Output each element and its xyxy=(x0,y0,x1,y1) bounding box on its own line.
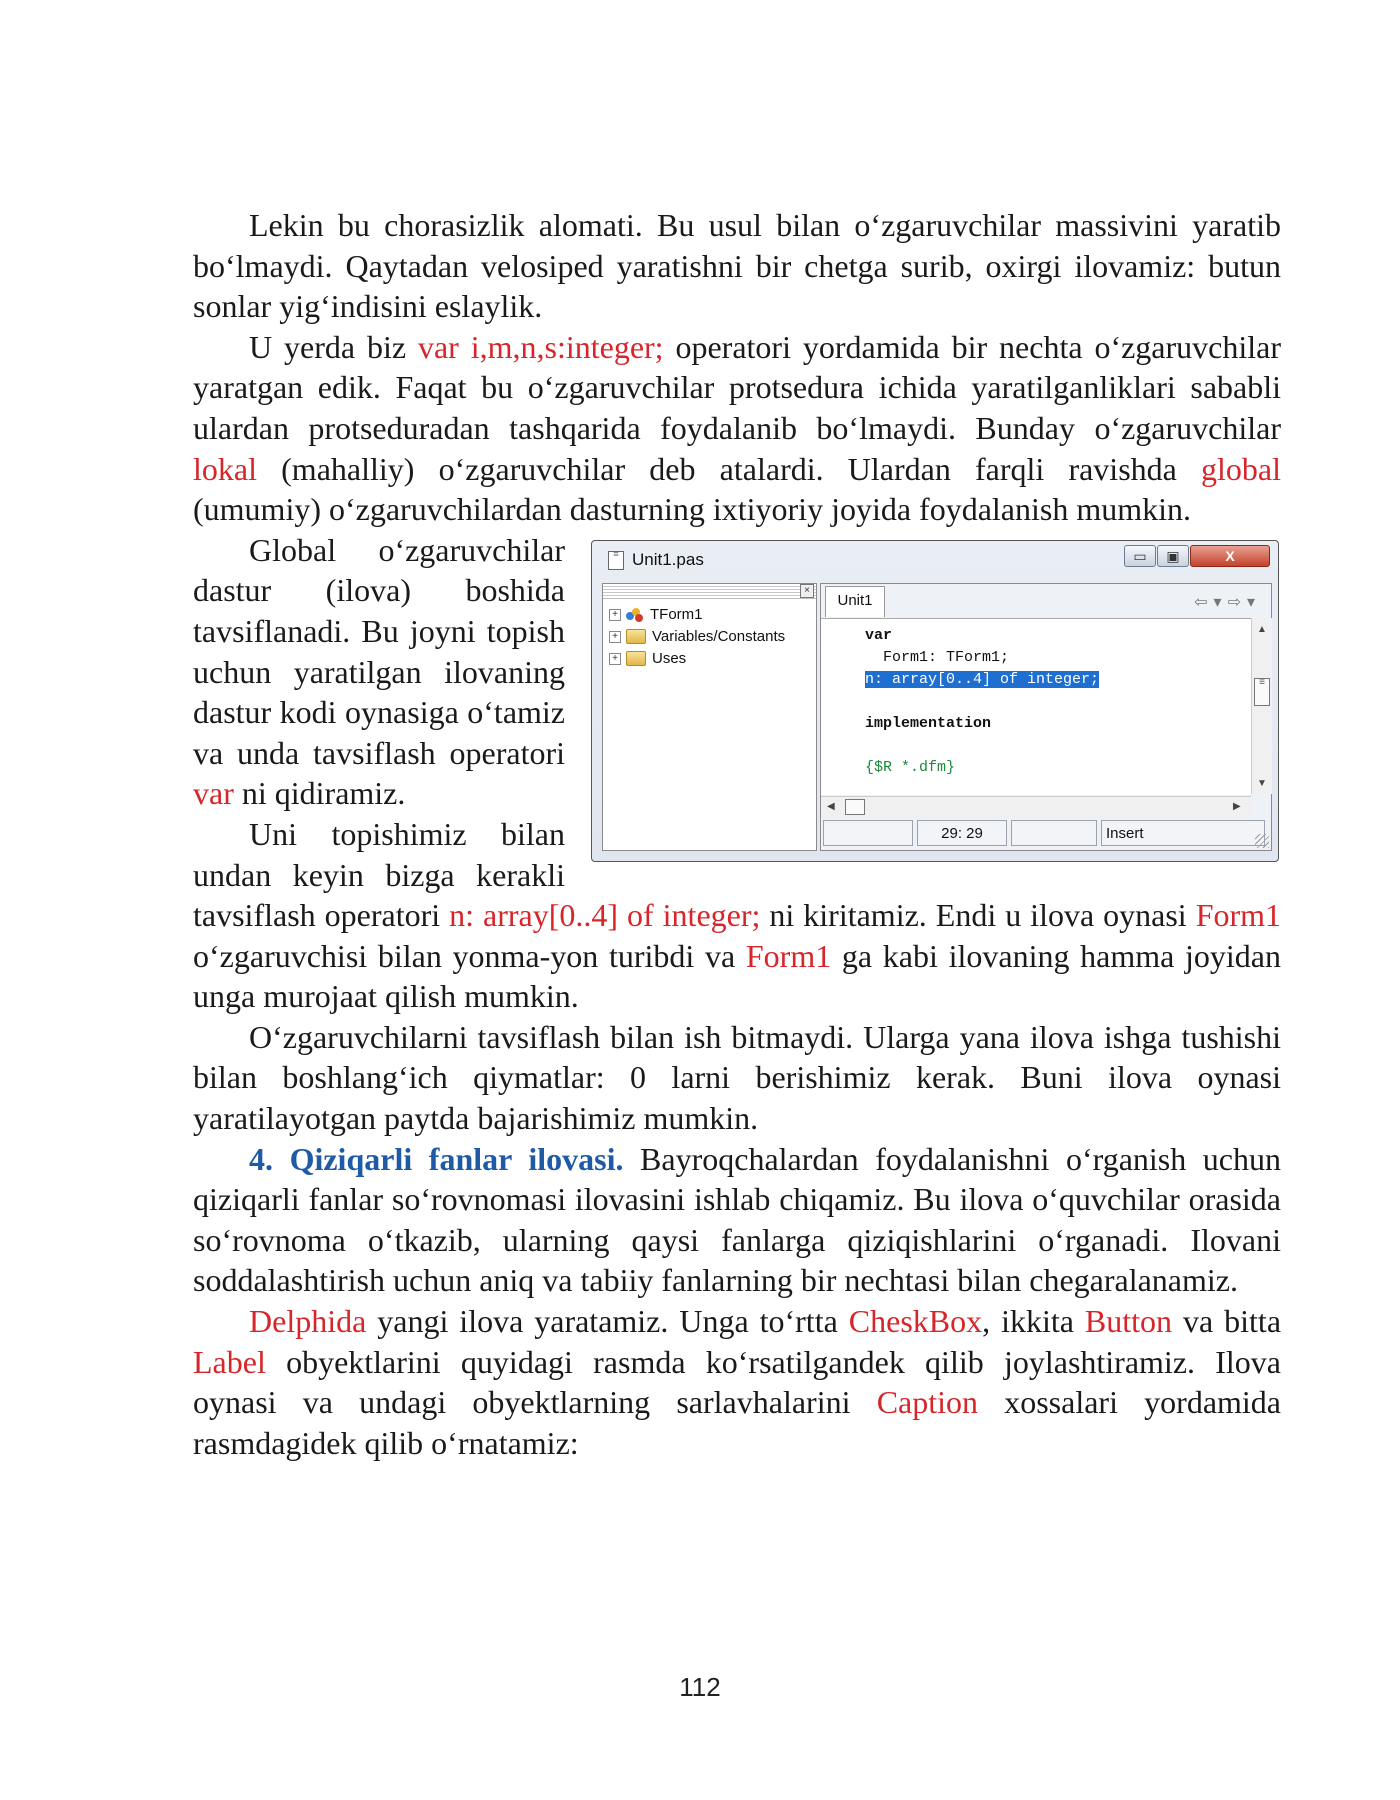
scroll-thumb[interactable] xyxy=(845,799,865,815)
scroll-up-icon[interactable]: ▲ xyxy=(1257,623,1267,635)
term-button: Button xyxy=(1084,1303,1173,1340)
code-line: implementation xyxy=(865,714,992,732)
text: U yerda biz xyxy=(249,328,418,365)
text: obyektlarini quyidagi rasmda ko‘rsatilgandek qilib joylashtiramiz. Ilova oynasi va undagi obyektlarning sarlavhalarini xyxy=(193,1343,1281,1421)
paragraph-1: Lekin bu chorasizlik alomati. Bu usul bilan o‘zgaruvchilar massivini yaratib bo‘lmaydi. Qaytadan velosiped yaratishni bir chetga surib, oxirgi ilovamiz: butun sonlar yig‘indisini eslaylik. xyxy=(193,207,1281,325)
tree-item-variables[interactable] xyxy=(609,626,785,648)
term-caption: Caption xyxy=(876,1384,979,1421)
code-var-declaration: var i,m,n,s:integer; xyxy=(417,328,664,365)
file-icon: ≡ xyxy=(608,551,624,570)
code-array-declaration: n: array[0..4] of integer; xyxy=(449,897,761,934)
tree-item-label: Uses xyxy=(652,650,687,668)
term-global: global xyxy=(1201,450,1281,487)
term-delphi: Delphida xyxy=(249,1303,367,1340)
code-explorer-pane xyxy=(602,583,817,851)
text: (mahalliy) o‘zgaruvchilar deb atalardi. Ulardan farqli ravishda xyxy=(256,450,1202,487)
resize-grip-icon[interactable] xyxy=(1255,834,1269,848)
text: Bayroqchalardan foydalanishni o‘rganish uchun qiziqarli fanlar so‘rovnomasi ilovasini ishlab chiqamiz. Bu ilova o‘quvchilar orasida so‘rovnoma o‘tkazib, ularning qaysi fanlarga qiziqishlarini o‘rganadi. Ilovani soddalashtirish uchun aniq va tabiiy fanlarning bir nechtasi bilan chegaralanamiz. xyxy=(193,1140,1282,1299)
cursor-position: 29: 29 xyxy=(917,820,1007,846)
term-var: var xyxy=(193,775,234,812)
editor-gutter xyxy=(821,618,862,795)
expand-icon[interactable]: + xyxy=(609,653,621,665)
scroll-right-icon[interactable]: ▶ xyxy=(1233,800,1241,812)
scroll-left-icon[interactable]: ◀ xyxy=(827,800,835,812)
status-bar xyxy=(821,820,1271,848)
selected-text: n: array[0..4] of integer; xyxy=(865,670,1100,688)
code-line-comment: {$R *.dfm} xyxy=(865,758,956,776)
code-editor[interactable] xyxy=(861,618,1251,795)
tree-item-label: Variables/Constants xyxy=(652,628,786,646)
section-heading: 4. Qiziqarli fanlar ilovasi. xyxy=(249,1140,624,1177)
close-button[interactable]: X xyxy=(1190,545,1270,567)
figure-section xyxy=(193,530,1281,1017)
delphi-editor-figure xyxy=(591,540,1281,864)
window-titlebar xyxy=(592,541,1278,579)
code-line-selected xyxy=(865,671,1099,688)
text: yangi ilova yaratamiz. Unga to‘rtta xyxy=(366,1303,849,1340)
text: Global o‘zgaruvchilar dastur (ilova) boshida tavsiflanadi. Bu joyni topish uchun yaratilgan ilovaning dastur kodi oynasiga o‘tamiz va unda tavsiflash operatori xyxy=(193,531,565,771)
status-cell xyxy=(823,820,913,846)
status-cell xyxy=(1011,820,1097,846)
text: ga kabi ilovaning hamma joyidan unga murojaat qilish mumkin. xyxy=(193,937,1282,1015)
term-form1: Form1 xyxy=(1195,897,1282,934)
maximize-button[interactable]: ▣ xyxy=(1157,545,1189,567)
page-number: 112 xyxy=(679,1672,721,1702)
horizontal-scrollbar[interactable] xyxy=(821,796,1251,817)
page-content xyxy=(193,205,1281,1463)
text: ni kiritamiz. Endi u ilova oynasi xyxy=(760,897,1196,934)
form-class-icon xyxy=(626,608,644,622)
pane-close-icon[interactable]: × xyxy=(800,584,814,598)
paragraph-2 xyxy=(193,327,1281,530)
term-checkbox: CheskBox xyxy=(848,1303,983,1340)
text: Uni topishimiz bilan undan keyin bizga kerakli tavsiflash operatori xyxy=(193,815,565,934)
scroll-down-icon[interactable]: ▼ xyxy=(1257,777,1267,789)
expand-icon[interactable]: + xyxy=(609,631,621,643)
text: operatori yordamida bir nechta o‘zgaruvchilar yaratgan edik. Faqat bu o‘zgaruvchilar protsedura ichida yaratilganliklari sababli ulardan protseduradan tashqarida foydalanib bo‘lmaydi. Bunday o‘zgaruvchilar xyxy=(193,328,1282,446)
term-label: Label xyxy=(193,1343,266,1380)
text: (umumiy) o‘zgaruvchilardan dasturning ixtiyoriy joyida foydalanish mumkin. xyxy=(193,491,1192,528)
term-form1: Form1 xyxy=(745,937,832,974)
tree-item-uses[interactable] xyxy=(609,648,686,670)
delphi-window xyxy=(591,540,1279,862)
text: o‘zgaruvchisi bilan yonma-yon turibdi va xyxy=(193,937,746,974)
paragraph-5: O‘zgaruvchilarni tavsiflash bilan ish bitmaydi. Ularga yana ilova ishga tushishi bilan boshlang‘ich qiymatlar: 0 larni berishimiz kerak. Buni ilova oynasi yaratilayotgan paytda bajarishimiz mumkin. xyxy=(193,1018,1281,1137)
tree-item-label: TForm1 xyxy=(650,606,703,624)
paragraph-7 xyxy=(193,1301,1281,1463)
text: xossalari yordamida rasmdagidek qilib o‘rnatamiz: xyxy=(193,1384,1282,1461)
text: va bitta xyxy=(1172,1303,1282,1340)
vertical-scrollbar[interactable] xyxy=(1251,618,1272,794)
expand-icon[interactable]: + xyxy=(609,609,621,621)
window-title: Unit1.pas xyxy=(632,549,704,569)
folder-icon xyxy=(626,651,646,666)
code-line: var xyxy=(865,626,893,644)
editor-pane xyxy=(820,583,1272,851)
folder-icon xyxy=(626,629,646,644)
navigation-arrows-icon[interactable]: ⇦▾⇨▾ xyxy=(1194,593,1261,611)
code-line: Form1: TForm1; xyxy=(865,648,1010,666)
pane-header xyxy=(603,584,816,599)
minimize-button[interactable]: ▭ xyxy=(1124,545,1156,567)
tab-unit1[interactable]: Unit1 xyxy=(825,586,885,617)
paragraph-6 xyxy=(193,1139,1281,1301)
text: ni qidiramiz. xyxy=(233,775,406,812)
text: , ikkita xyxy=(982,1303,1085,1340)
insert-mode: Insert xyxy=(1101,820,1265,846)
tree-item-tform1[interactable] xyxy=(609,604,703,626)
term-lokal: lokal xyxy=(193,450,257,487)
scroll-thumb[interactable]: ≡ xyxy=(1254,678,1270,706)
